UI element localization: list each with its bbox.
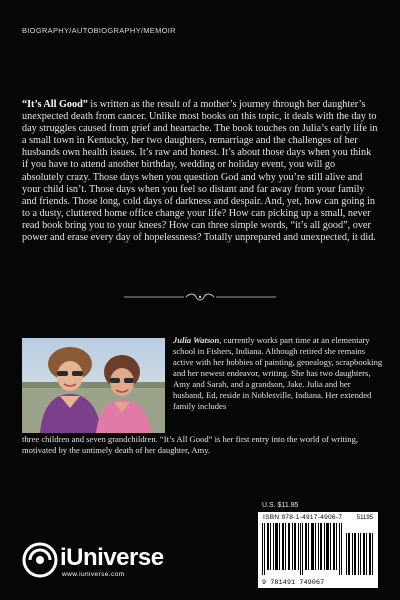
back-cover-blurb: [22, 99, 378, 244]
isbn-barcode: [258, 512, 378, 588]
price-label: U.S. $11.95: [262, 502, 299, 509]
author-photo: [22, 338, 165, 433]
blurb-text: is written as the result of a mother’s journey through her daughter’s unexpected death from cancer. Unlike most books on this topic, it deals with the day to day struggles caused from grief and heartache. The book touches on Julia’s early life in a small town in Kentucky, her two daughters, remarriage and the challenges of her husbands own health issues. It’s raw and honest. It’s about those days when you think if you have to attend another birthday, wedding or holiday event, you will go absolutely crazy. Those days when you question God and why you’re still alive and your child isn’t. Those days when you feel so distant and far away from your family and friends. Those long, cold days of darkness and despair. And, yet, how can going in to a dusty, cluttered home office change your life? How can picking up a small, never read book bring you to your knees? How can three simple words, “it’s all good”, over power and erase every day of hopelessness? Totally unprepared and unexpected, it did.: [22, 99, 378, 244]
author-bio: [173, 335, 383, 412]
publisher-url: www.iuniverse.com: [62, 571, 125, 578]
ornament-divider: [120, 293, 280, 301]
isbn-number: ISBN 978-1-4917-4906-7: [263, 514, 343, 521]
author-bio-continued: three children and seven grandchildren. “It’s All Good” is her first entry into the world of writing, motivated by the untimely death of her daughter, Amy.: [22, 434, 359, 455]
book-title: “It’s All Good”: [22, 99, 88, 110]
author-bio-text: , currently works part time at an elementary school in Fishers, Indiana. Although retired she remains active with her hobbies of painting, genealogy, scrapbooking and her newest endeavor, writing. She has two daughters, Amy and Sarah, and a grandson, Jake. Julia and her husband, Ed, reside in Noblesville, Indiana. Her extended family includes: [173, 335, 383, 411]
author-name: Julia Watson: [173, 335, 220, 345]
price-addon-bars: [346, 523, 374, 575]
ean-barcode-bars: [262, 523, 344, 575]
genre-label: BIOGRAPHY/AUTOBIOGRAPHY/MEMOIR: [22, 26, 176, 35]
iuniverse-swirl-icon: [22, 542, 58, 578]
publisher-logo: [22, 540, 172, 580]
publisher-name: iUniverse: [60, 544, 164, 571]
ean-digits: 9 781491 749067: [262, 579, 325, 586]
price-addon-number: 51195: [356, 515, 373, 521]
